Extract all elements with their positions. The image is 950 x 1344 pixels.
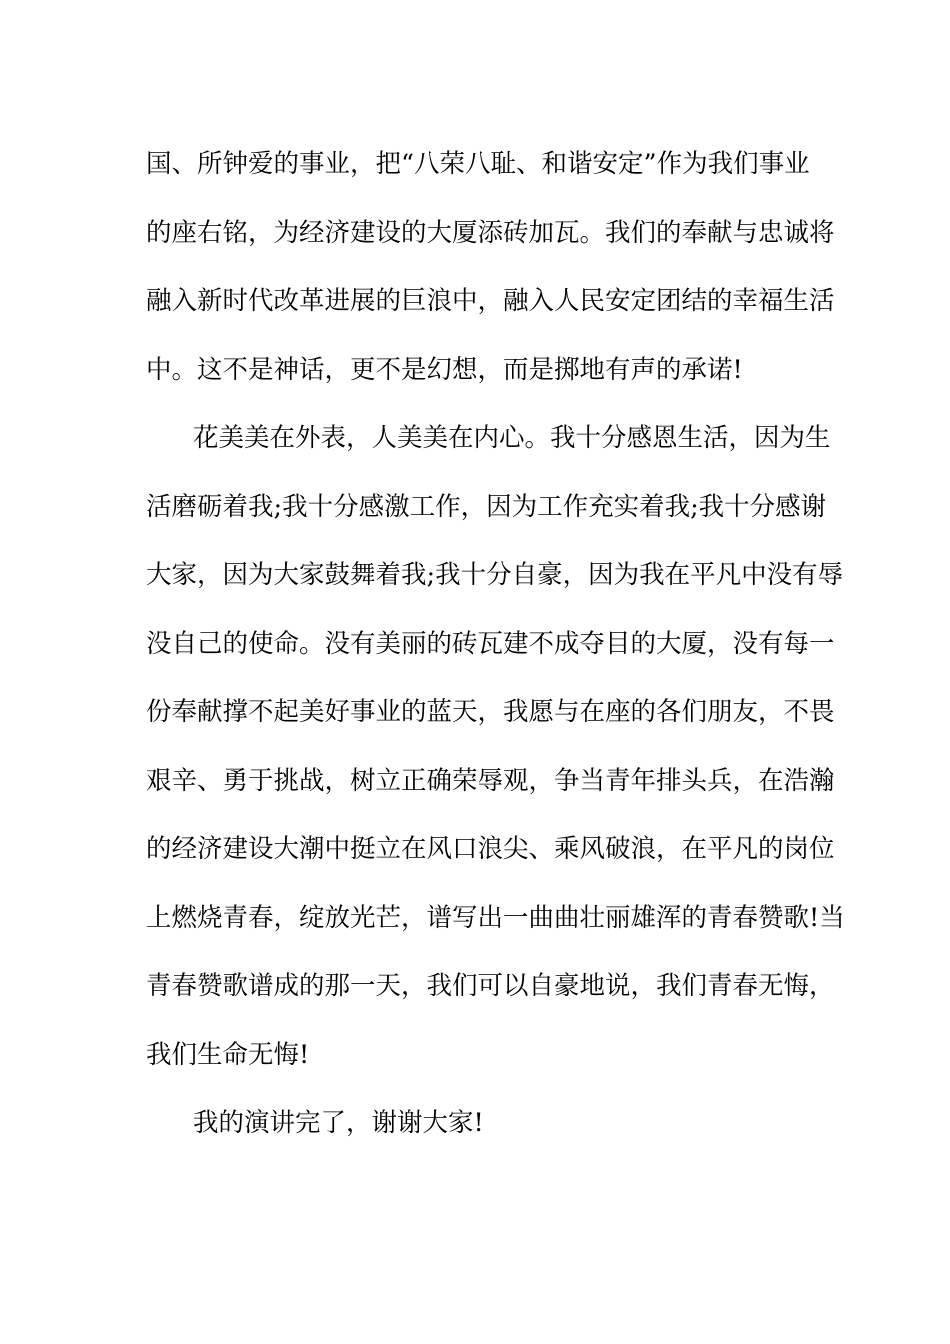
text-line: 我的演讲完了，谢谢大家! [193,1108,484,1138]
text-line: 我们生命无悔! [146,1039,310,1070]
text-line: 花美美在外表，人美美在内心。我十分感恩生活，因为生 [193,423,831,453]
text-line: 大家，因为大家鼓舞着我;我十分自豪，因为我在平凡中没有辱 [146,560,844,590]
text-line: 中。这不是神话，更不是幻想，而是掷地有声的承诺! [146,354,743,385]
text-line: 融入新时代改革进展的巨浪中，融入人民安定团结的幸福生活 [146,286,835,316]
paragraph-2 [146,404,845,1089]
paragraph-1 [146,130,835,404]
document-body [146,130,845,1158]
text-line: 艰辛、勇于挑战，树立正确荣辱观，争当青年排头兵，在浩瀚 [146,765,835,796]
text-line: 没自己的使命。没有美丽的砖瓦建不成夺目的大厦，没有每一 [146,628,835,659]
text-line: 的经济建设大潮中挺立在风口浪尖、乘风破浪，在平凡的岗位 [146,834,835,864]
text-line: 上燃烧青春，绽放光芒，谱写出一曲曲壮丽雄浑的青春赞歌!当 [146,902,845,933]
paragraph-3 [146,1089,826,1158]
text-line: 国、所钟爱的事业，把“八荣八耻、和谐安定”作为我们事业 [146,149,810,179]
text-line: 份奉献撑不起美好事业的蓝天，我愿与在座的各们朋友，不畏 [146,697,835,727]
text-line: 活磨砺着我;我十分感激工作，因为工作充实着我;我十分感谢 [146,491,827,522]
text-line: 的座右铭，为经济建设的大厦添砖加瓦。我们的奉献与忠诚将 [146,217,835,248]
text-line: 青春赞歌谱成的那一天，我们可以自豪地说，我们青春无悔， [146,971,835,1001]
